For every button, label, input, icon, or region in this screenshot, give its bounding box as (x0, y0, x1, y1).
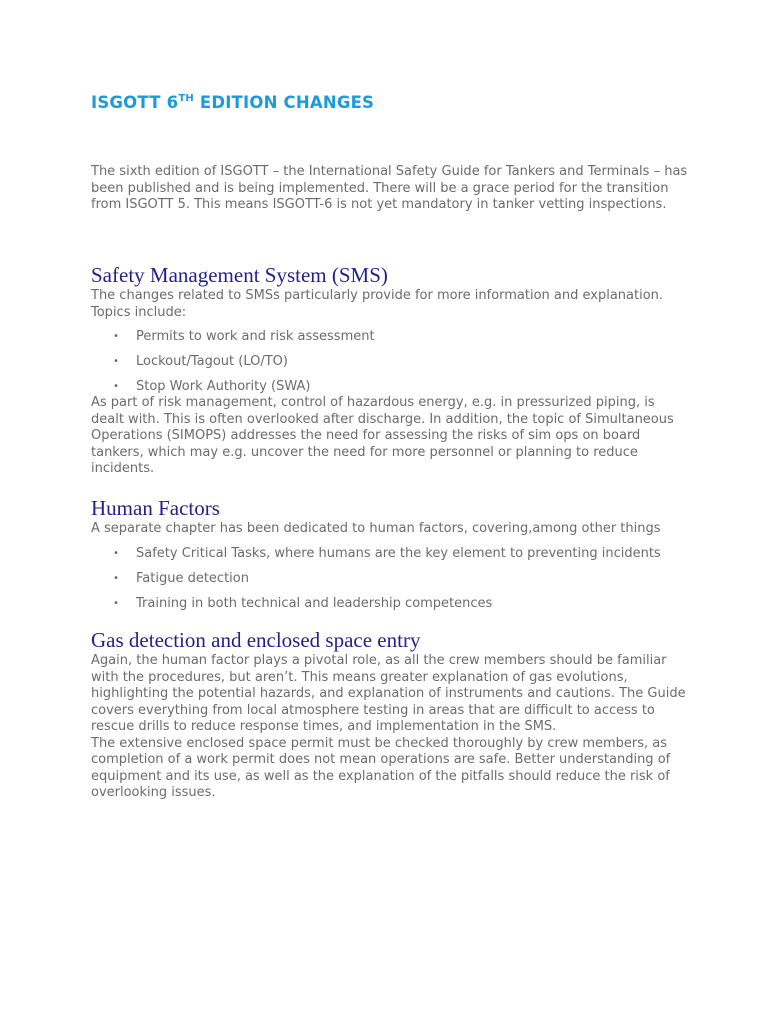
list-item-text: Permits to work and risk assessment (136, 328, 375, 344)
section-paragraph: As part of risk management, control of hazardous energy, e.g. in pressurized piping, is dealt with. This is often overlooked after discharge. In addition, the topic of Simultaneous Operations (SIMOPS) addresses the need for assessing the risks of sim ops on board tankers, which may e.g. uncover the need for more personnel or planning to reduce incidents. (91, 395, 674, 476)
title-superscript: TH (178, 92, 194, 104)
list-item-text: Safety Critical Tasks, where humans are the key element to preventing incidents (136, 545, 661, 561)
list-item-text: Lockout/Tagout (LO/TO) (136, 353, 288, 369)
section-heading: Human Factors (91, 496, 220, 520)
section-lead: The changes related to SMSs particularly provide for more information and explanation. Topics include: (91, 288, 664, 320)
section-paragraph: Again, the human factor plays a pivotal role, as all the crew members should be familiar with the procedures, but aren’t. This means greater explanation of gas evolutions, highlighting the potential hazards, and explanation of instruments and cautions. The Guide covers everything from local atmosphere testing in areas that are difficult to access to rescue drills to reduce response times, and implementation in the SMS. (91, 653, 686, 734)
section-lead: A separate chapter has been dedicated to human factors, covering,among other things (91, 521, 661, 536)
list-item (91, 354, 691, 371)
section-sms (91, 262, 691, 478)
list-item (91, 571, 691, 588)
document-title (91, 93, 374, 112)
bullet-dot: • (113, 572, 119, 584)
list-item-text: Training in both technical and leadership competences (136, 595, 493, 611)
section-heading: Safety Management System (SMS) (91, 263, 388, 287)
list-item (91, 546, 691, 563)
bullet-list (91, 329, 691, 396)
intro-section (91, 164, 691, 214)
list-item (91, 379, 691, 396)
bullet-dot: • (113, 547, 119, 559)
section-paragraph: The extensive enclosed space permit must be checked thoroughly by crew members, as completion of a work permit does not mean operations are safe. Better understanding of equipment and its use, as well as the explanation of the pitfalls should reduce the risk of overlooking issues. (91, 735, 671, 800)
title-rest: EDITION CHANGES (193, 93, 375, 112)
list-item-text: Fatigue detection (136, 570, 249, 586)
title-main: ISGOTT 6 (91, 93, 179, 112)
section-gas-detection (91, 627, 691, 802)
bullet-dot: • (113, 597, 119, 609)
list-item-text: Stop Work Authority (SWA) (136, 378, 311, 394)
section-heading: Gas detection and enclosed space entry (91, 628, 421, 652)
list-item (91, 329, 691, 346)
section-human-factors (91, 495, 691, 612)
bullet-dot: • (113, 380, 119, 392)
intro-paragraph: The sixth edition of ISGOTT – the International Safety Guide for Tankers and Terminals – has been published and is being implemented. There will be a grace period for the transition from ISGOTT 5. This means ISGOTT-6 is not yet mandatory in tanker vetting inspections. (91, 164, 688, 212)
bullet-dot: • (113, 355, 119, 367)
list-item (91, 596, 691, 613)
bullet-list (91, 546, 691, 613)
bullet-dot: • (113, 330, 119, 342)
